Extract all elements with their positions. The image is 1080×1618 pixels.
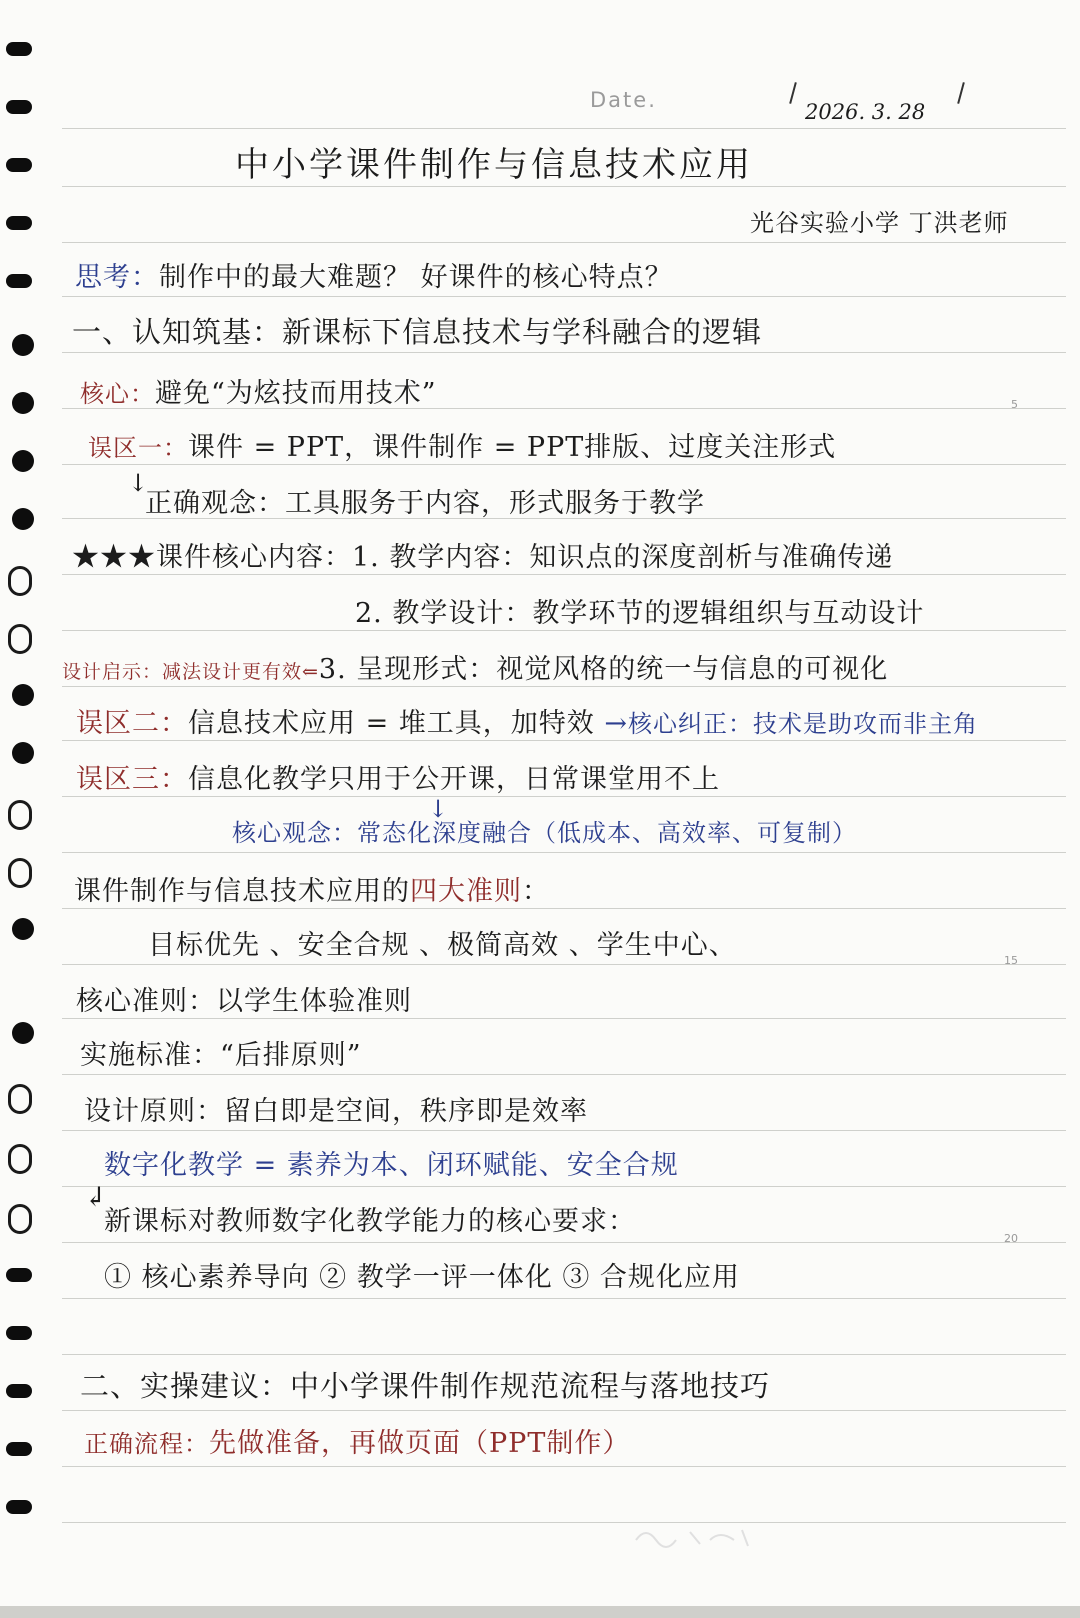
ruled-line xyxy=(62,1018,1066,1019)
myth-3-label: 误区三： xyxy=(76,764,188,795)
ruled-line xyxy=(62,296,1066,297)
binder-hole xyxy=(8,800,32,830)
ruled-line xyxy=(62,1410,1066,1411)
ruled-line xyxy=(62,686,1066,687)
ruled-line xyxy=(62,1242,1066,1243)
courseware-line-1 xyxy=(72,542,893,573)
binder-hole xyxy=(12,508,34,530)
binder-hole xyxy=(8,858,32,888)
binder-hole xyxy=(12,684,34,706)
ruled-line xyxy=(62,796,1066,797)
binder-hole xyxy=(12,392,34,414)
ruled-line xyxy=(62,852,1066,853)
correct-view: 正确观念：工具服务于内容，形式服务于教学 xyxy=(145,488,705,519)
binder-hole xyxy=(12,1022,34,1044)
curved-arrow-icon: ↲ xyxy=(84,1182,108,1213)
principles-list: 目标优先 、安全合规 、极简高效 、学生中心、 xyxy=(148,930,737,961)
principles-colon: ： xyxy=(522,876,550,907)
date-value: 2026. 3. 28 xyxy=(805,100,926,124)
binder-hole xyxy=(6,274,32,288)
binder-hole xyxy=(6,42,32,56)
ruled-line xyxy=(62,740,1066,741)
myth-2-fix: 核心纠正：技术是助攻而非主角 xyxy=(628,710,979,738)
ruled-line xyxy=(62,242,1066,243)
ruled-line xyxy=(62,1354,1066,1355)
myth-2-text: 信息技术应用 = 堆工具，加特效 xyxy=(188,708,595,739)
courseware-item-1: 1. 教学内容：知识点的深度剖析与准确传递 xyxy=(352,542,894,573)
core-label: 核心： xyxy=(80,380,155,408)
courseware-line-3 xyxy=(62,654,888,685)
binder-hole xyxy=(8,1204,32,1234)
ruled-line xyxy=(62,1298,1066,1299)
ruled-line xyxy=(62,128,1066,129)
binder-hole xyxy=(6,1442,32,1456)
date-tick xyxy=(789,82,797,104)
courseware-label: 课件核心内容： xyxy=(156,542,352,573)
principles-highlight: 四大准则 xyxy=(410,876,522,907)
new-standard-requirements: 新课标对教师数字化教学能力的核心要求： xyxy=(104,1206,636,1237)
core-text: 避免“为炫技而用技术” xyxy=(155,378,437,409)
star-icon: ★★★ xyxy=(72,542,156,573)
think-text: 制作中的最大难题？ 好课件的核心特点？ xyxy=(159,262,673,293)
binder-hole xyxy=(12,918,34,940)
courseware-item-3: 3. 呈现形式：视觉风格的统一与信息的可视化 xyxy=(318,654,889,685)
myth-3-text: 信息化教学只用于公开课，日常课堂用不上 xyxy=(188,764,720,795)
myth-1-text: 课件 = PPT，课件制作 = PPT排版、过度关注形式 xyxy=(188,432,837,463)
principles-lead: 课件制作与信息技术应用的 xyxy=(74,876,410,907)
down-arrow: ↓ xyxy=(128,469,150,497)
myth-2-line xyxy=(76,708,978,739)
binder-hole xyxy=(8,1144,32,1174)
ruled-line xyxy=(62,574,1066,575)
binder-hole xyxy=(8,566,32,596)
principles-line xyxy=(74,876,550,907)
requirements-list: ① 核心素养导向 ② 教学一评一体化 ③ 合规化应用 xyxy=(104,1262,740,1293)
date-label: Date. xyxy=(590,88,657,112)
binder-hole xyxy=(8,624,32,654)
design-rule: 设计原则：留白即是空间，秩序即是效率 xyxy=(84,1096,588,1127)
author-line: 光谷实验小学 丁洪老师 xyxy=(750,209,1009,237)
page-marker: 15 xyxy=(1004,954,1018,967)
myth-1-label: 误区一： xyxy=(88,434,188,462)
myth-2-label: 误区二： xyxy=(76,708,188,739)
binder-hole xyxy=(6,1384,32,1398)
binder-hole xyxy=(12,334,34,356)
date-tick xyxy=(957,82,965,104)
ruled-line xyxy=(62,1186,1066,1187)
binder-hole xyxy=(6,1268,32,1282)
binder-hole xyxy=(6,100,32,114)
ruled-line xyxy=(62,964,1066,965)
core-view: 核心观念：常态化深度融合（低成本、高效率、可复制） xyxy=(232,819,857,847)
myth-1-line xyxy=(88,432,836,463)
flow-line xyxy=(84,1428,630,1459)
implementation-standard: 实施标准：“后排原则” xyxy=(80,1040,362,1071)
page-marker: 5 xyxy=(1011,398,1018,411)
page-marker: 20 xyxy=(1004,1232,1018,1245)
section-heading-1: 一、认知筑基：新课标下信息技术与学科融合的逻辑 xyxy=(72,315,763,349)
design-hint: 设计启示：减法设计更有效⇐ xyxy=(62,661,319,683)
courseware-item-2: 2. 教学设计：教学环节的逻辑组织与互动设计 xyxy=(355,598,925,629)
ruled-line xyxy=(62,352,1066,353)
ruled-line xyxy=(62,630,1066,631)
binder-hole xyxy=(6,216,32,230)
flow-text: 先做准备，再做页面（PPT制作） xyxy=(209,1428,631,1459)
page-bottom-edge xyxy=(0,1606,1080,1618)
page-title: 中小学课件制作与信息技术应用 xyxy=(235,145,753,185)
think-line xyxy=(75,262,673,293)
binder-hole xyxy=(12,742,34,764)
ruled-line xyxy=(62,464,1066,465)
core-rule: 核心准则：以学生体验准则 xyxy=(76,986,412,1017)
ruled-line xyxy=(62,186,1066,187)
binder-hole xyxy=(6,1500,32,1514)
digital-teaching: 数字化教学 = 素养为本、闭环赋能、安全合规 xyxy=(104,1150,679,1181)
arrow-right-icon: → xyxy=(604,708,629,739)
binder-hole xyxy=(6,158,32,172)
myth-3-line xyxy=(76,764,720,795)
bleed-through-mark xyxy=(630,1522,770,1550)
ruled-line xyxy=(62,908,1066,909)
ruled-line xyxy=(62,1466,1066,1467)
flow-label: 正确流程： xyxy=(84,1430,209,1458)
think-label: 思考： xyxy=(75,262,159,293)
ruled-line xyxy=(62,1130,1066,1131)
binder-hole xyxy=(6,1326,32,1340)
ruled-line xyxy=(62,1074,1066,1075)
binder-hole xyxy=(8,1084,32,1114)
section-heading-2: 二、实操建议：中小学课件制作规范流程与落地技巧 xyxy=(80,1369,771,1403)
core-line xyxy=(80,378,437,409)
ruled-line xyxy=(62,1522,1066,1523)
binder-hole xyxy=(12,450,34,472)
down-arrow: ↓ xyxy=(428,795,450,823)
